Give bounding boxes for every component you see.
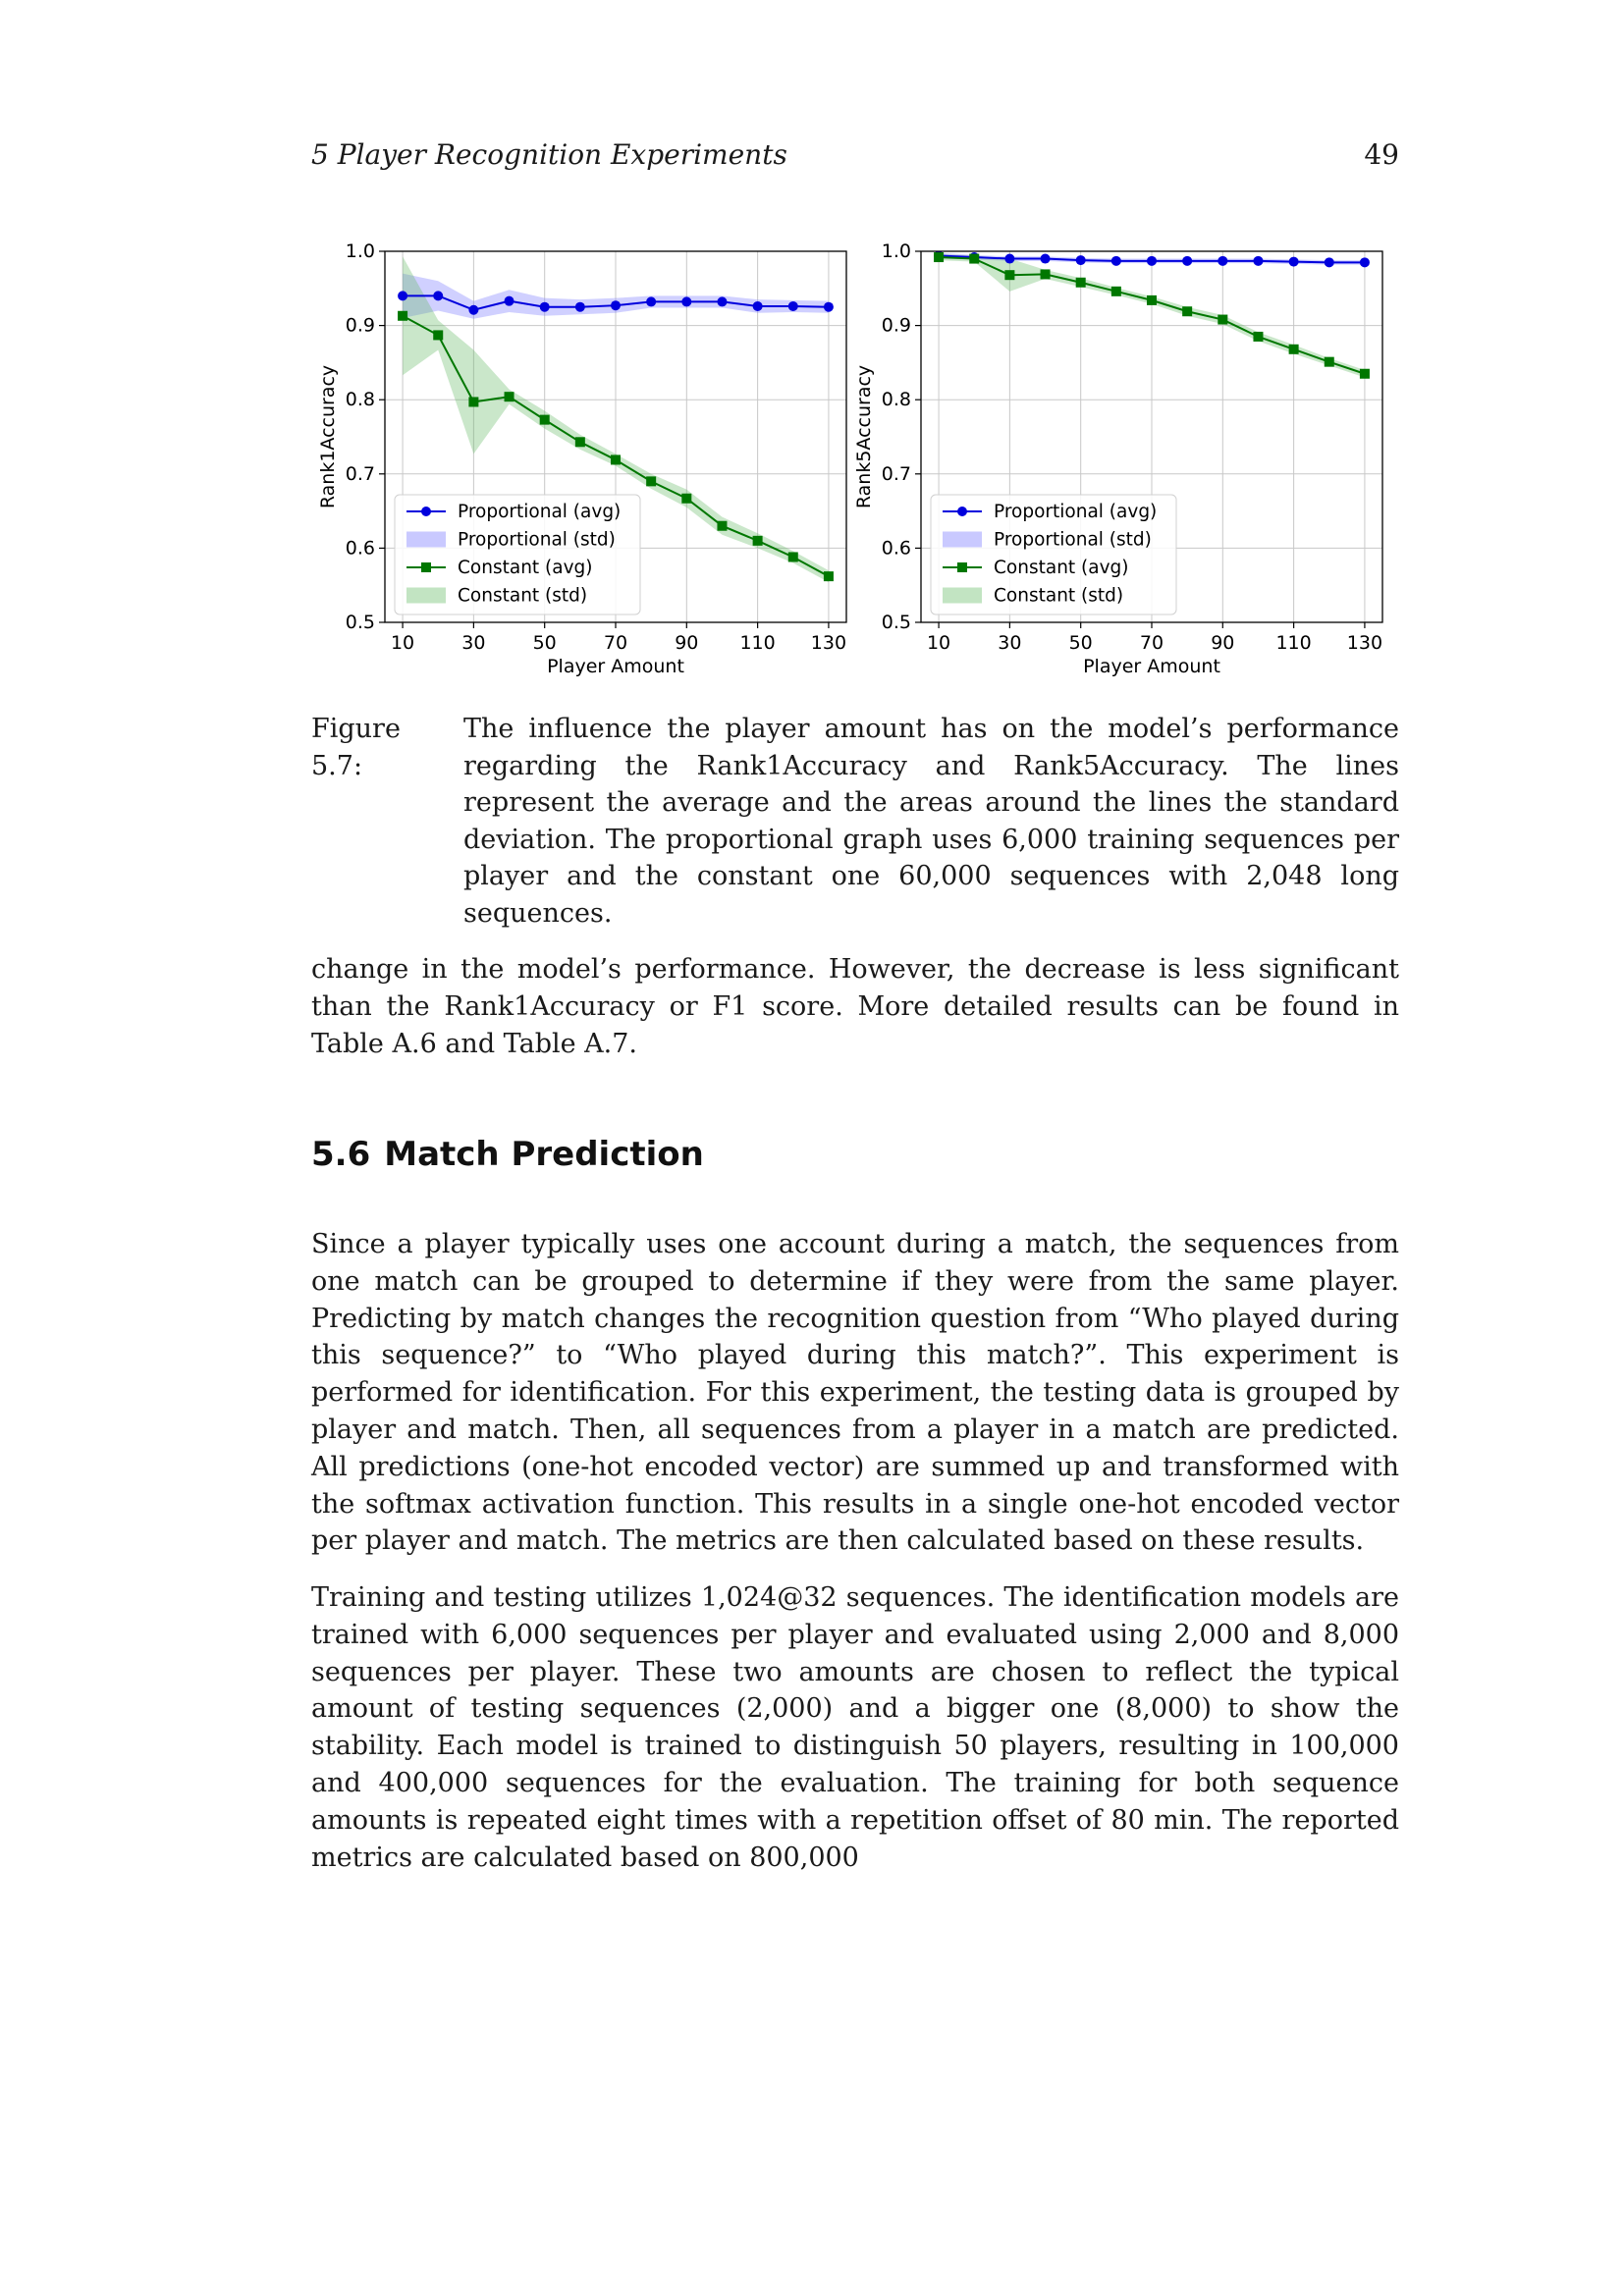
rank5-accuracy-chart bbox=[842, 234, 1432, 685]
x-tick-label: 110 bbox=[739, 632, 776, 654]
rank5-chart-svg bbox=[842, 234, 1432, 685]
rank1-chart-svg bbox=[306, 234, 895, 685]
paragraph-results: change in the model’s performance. However, the decrease is less significant than the Rank1Accuracy or F1 score. More detailed results can be found in Table A.6 and Table A.7. bbox=[311, 954, 1399, 1059]
section-heading bbox=[311, 1131, 704, 1178]
data-point bbox=[788, 301, 798, 311]
data-point bbox=[1325, 357, 1334, 367]
page-number: 49 bbox=[1364, 138, 1399, 171]
data-point bbox=[824, 302, 834, 312]
data-point bbox=[433, 291, 443, 300]
data-point bbox=[433, 330, 443, 340]
data-point bbox=[1076, 255, 1086, 265]
data-point bbox=[1004, 254, 1014, 264]
data-point bbox=[398, 311, 407, 321]
data-point bbox=[575, 437, 585, 447]
x-tick-label: 110 bbox=[1275, 632, 1312, 654]
legend-band-swatch bbox=[406, 532, 446, 548]
x-tick-label: 30 bbox=[998, 632, 1022, 654]
data-point bbox=[1289, 345, 1299, 354]
data-point bbox=[969, 254, 979, 264]
x-tick-label: 10 bbox=[926, 632, 951, 654]
data-point bbox=[611, 454, 621, 464]
x-tick-label: 90 bbox=[1211, 632, 1235, 654]
section-number: 5.6 bbox=[311, 1135, 371, 1174]
data-point bbox=[1182, 306, 1192, 316]
x-axis-label: Player Amount bbox=[547, 656, 684, 677]
figure-caption-text: The influence the player amount has on the model’s performance regarding the Rank1Accuracy and Rank5Accuracy. The lines represent the average and the areas around the lines the standard deviation. The proportional graph uses 6,000 training sequences per player and the constant one 60,000 sequences with 2,048 long sequences. bbox=[463, 714, 1399, 929]
data-point bbox=[681, 296, 691, 306]
legend-band-swatch bbox=[406, 588, 446, 604]
data-point bbox=[646, 296, 656, 306]
data-point bbox=[1218, 315, 1227, 325]
figure-caption bbox=[311, 711, 1399, 932]
data-point bbox=[934, 252, 944, 262]
data-point bbox=[540, 302, 550, 312]
y-tick-label: 0.8 bbox=[881, 389, 911, 411]
data-point bbox=[1325, 257, 1334, 267]
y-tick-label: 0.6 bbox=[345, 537, 375, 560]
y-tick-label: 1.0 bbox=[345, 240, 375, 262]
data-point bbox=[788, 552, 798, 561]
y-tick-label: 0.9 bbox=[881, 314, 911, 337]
data-point bbox=[717, 296, 727, 306]
x-tick-label: 70 bbox=[603, 632, 628, 654]
data-point bbox=[1253, 256, 1263, 266]
data-point bbox=[1111, 287, 1121, 296]
legend-marker bbox=[421, 507, 431, 516]
data-point bbox=[1111, 256, 1121, 266]
data-point bbox=[753, 301, 763, 311]
y-tick-label: 0.5 bbox=[345, 612, 375, 633]
legend-label: Proportional (std) bbox=[994, 529, 1152, 551]
x-axis-label: Player Amount bbox=[1083, 656, 1220, 677]
section-title: Match Prediction bbox=[384, 1135, 704, 1174]
x-tick-label: 130 bbox=[810, 632, 847, 654]
data-point bbox=[1041, 269, 1051, 279]
data-point bbox=[540, 415, 550, 425]
data-point bbox=[824, 571, 834, 581]
data-point bbox=[717, 521, 727, 531]
data-point bbox=[398, 291, 407, 300]
data-point bbox=[468, 305, 478, 315]
legend-label: Constant (std) bbox=[994, 585, 1124, 607]
x-tick-label: 30 bbox=[461, 632, 486, 654]
legend-label: Constant (std) bbox=[458, 585, 588, 607]
legend-label: Proportional (avg) bbox=[994, 502, 1158, 522]
data-point bbox=[753, 536, 763, 546]
y-axis-label: Rank1Accuracy bbox=[317, 364, 339, 509]
running-header bbox=[311, 135, 1399, 175]
data-point bbox=[1076, 278, 1086, 288]
x-tick-label: 70 bbox=[1139, 632, 1164, 654]
data-point bbox=[611, 300, 621, 310]
y-tick-label: 0.7 bbox=[881, 462, 911, 485]
legend-label: Constant (avg) bbox=[458, 558, 593, 578]
legend-band-swatch bbox=[943, 532, 982, 548]
y-axis-label: Rank5Accuracy bbox=[853, 364, 875, 509]
data-point bbox=[1004, 270, 1014, 280]
rank1-accuracy-chart bbox=[306, 234, 895, 685]
data-point bbox=[1182, 256, 1192, 266]
data-point bbox=[1360, 369, 1370, 379]
data-point bbox=[1289, 257, 1299, 267]
y-tick-label: 0.6 bbox=[881, 537, 911, 560]
data-point bbox=[468, 397, 478, 406]
figure-label: Figure 5.7: bbox=[311, 714, 401, 781]
data-point bbox=[681, 494, 691, 504]
data-point bbox=[1147, 295, 1157, 305]
y-tick-label: 0.7 bbox=[345, 462, 375, 485]
x-tick-label: 90 bbox=[675, 632, 699, 654]
legend-marker bbox=[421, 562, 431, 572]
x-tick-label: 130 bbox=[1346, 632, 1383, 654]
data-point bbox=[575, 302, 585, 312]
chapter-title: 5 Player Recognition Experiments bbox=[311, 138, 787, 171]
y-tick-label: 0.8 bbox=[345, 389, 375, 411]
legend-label: Constant (avg) bbox=[994, 558, 1129, 578]
data-point bbox=[505, 392, 514, 401]
paragraph-match-grouping: Since a player typically uses one account during a match, the sequences from one match can be grouped to determine if they were from the same player. Predicting by match changes the recognition question from “Who played during this sequence?” to “Who played during this match?”. This experiment is performed for identification. For this experiment, the testing data is grouped by player and match. Then, all sequences from a player in a match are predicted. All predictions (one-hot encoded vector) are summed up and transformed with the softmax activation function. This results in a single one-hot encoded vector per player and match. The metrics are then calculated based on these results. bbox=[311, 1229, 1399, 1557]
legend-band-swatch bbox=[943, 588, 982, 604]
data-point bbox=[1218, 256, 1227, 266]
legend-marker bbox=[957, 507, 967, 516]
data-point bbox=[1041, 254, 1051, 264]
data-point bbox=[505, 296, 514, 306]
data-point bbox=[646, 476, 656, 486]
y-tick-label: 0.9 bbox=[345, 314, 375, 337]
data-point bbox=[1253, 332, 1263, 342]
data-point bbox=[1147, 256, 1157, 266]
legend-label: Proportional (avg) bbox=[458, 502, 622, 522]
y-tick-label: 0.5 bbox=[881, 612, 911, 633]
legend-label: Proportional (std) bbox=[458, 529, 616, 551]
x-tick-label: 50 bbox=[532, 632, 557, 654]
x-tick-label: 10 bbox=[390, 632, 415, 654]
paragraph-training-setup: Training and testing utilizes 1,024@32 sequences. The identification models are trained with 6,000 sequences per player and evaluated using 2,000 and 8,000 sequences per player. These two amounts are chosen to reflect the typical amount of testing sequences (2,000) and a bigger one (8,000) to show the stability. Each model is trained to distinguish 50 players, resulting in 100,000 and 400,000 sequences for the evaluation. The training for both sequence amounts is repeated eight times with a repetition offset of 80 min. The reported metrics are calculated based on 800,000 bbox=[311, 1582, 1399, 1873]
x-tick-label: 50 bbox=[1068, 632, 1093, 654]
data-point bbox=[1360, 257, 1370, 267]
legend-marker bbox=[957, 562, 967, 572]
y-tick-label: 1.0 bbox=[881, 240, 911, 262]
